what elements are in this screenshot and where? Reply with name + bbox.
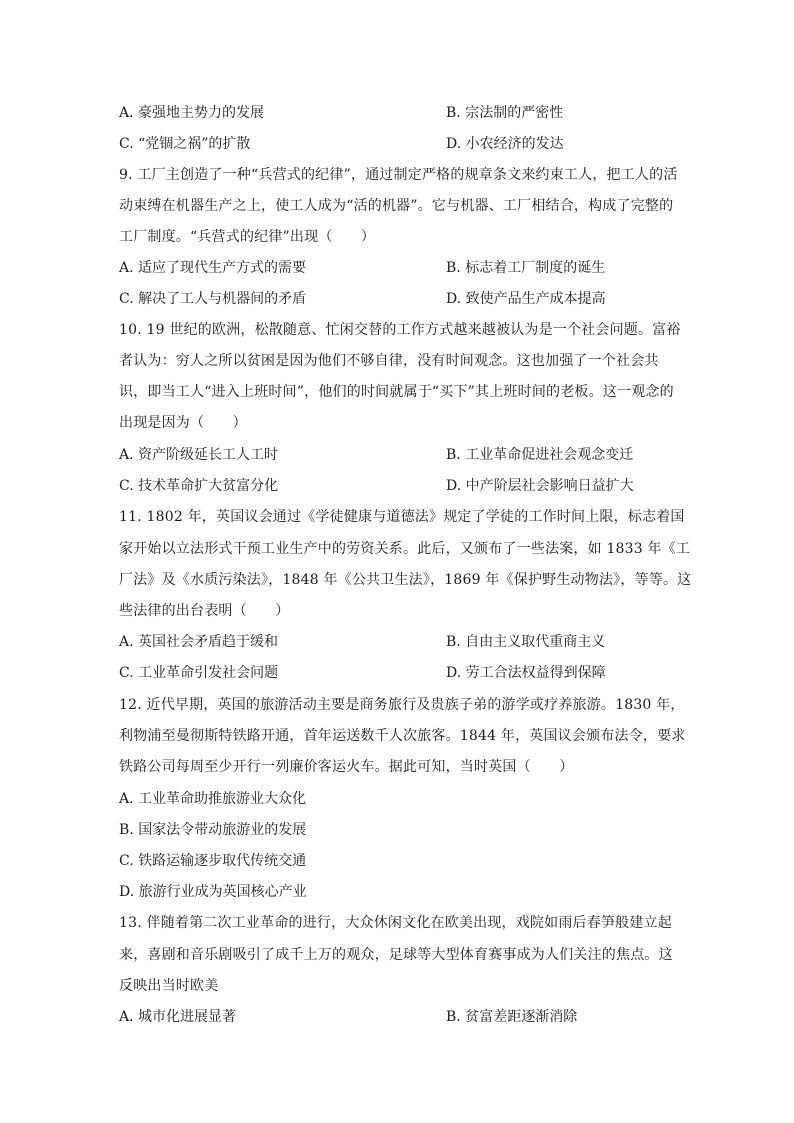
q13-stem-line-3: 反映出当时欧美 <box>119 978 219 994</box>
q9-option-a: A. 适应了现代生产方式的需要 <box>119 260 307 276</box>
q10-stem-line-4: 出现是因为（ ） <box>119 415 247 431</box>
q9-stem-line-1: 9. 工厂主创造了一种“兵营式的纪律”，通过制定严格的规章条文来约束工人，把工人的活 <box>119 167 678 183</box>
q12-option-b: B. 国家法令带动旅游业的发展 <box>119 822 307 838</box>
q10-option-b: B. 工业革命促进社会观念变迁 <box>446 447 634 463</box>
q11-option-c: C. 工业革命引发社会问题 <box>119 665 279 681</box>
q12-stem-line-1: 12. 近代早期，英国的旅游活动主要是商务旅行及贵族子弟的游学或疗养旅游。1830 年， <box>119 697 685 713</box>
q9-stem-line-3: 工厂制度。“兵营式的纪律”出现（ ） <box>119 229 376 245</box>
q9-option-d: D. 致使产品生产成本提高 <box>446 291 606 307</box>
q11-stem-line-4: 些法律的出台表明（ ） <box>119 603 290 619</box>
q10-stem-line-1: 10. 19 世纪的欧洲，松散随意、忙闲交替的工作方式越来越被认为是一个社会问题。富裕 <box>119 322 681 338</box>
q10-option-c: C. 技术革命扩大贫富分化 <box>119 478 279 494</box>
q8-option-a: A. 豪强地主势力的发展 <box>119 105 265 121</box>
q12-stem-line-3: 铁路公司每周至少开行一列廉价客运火车。据此可知，当时英国（ ） <box>119 759 574 775</box>
q12-stem-line-2: 利物浦至曼彻斯特铁路开通，首年运送数千人次旅客。1844 年，英国议会颁布法令，要求 <box>119 728 686 744</box>
q13-option-a: A. 城市化进展显著 <box>119 1009 237 1025</box>
q10-option-d: D. 中产阶层社会影响日益扩大 <box>446 478 634 494</box>
q11-option-b: B. 自由主义取代重商主义 <box>446 634 606 650</box>
q11-stem-line-2: 家开始以立法形式干预工业生产中的劳资关系。此后，又颁布了一些法案，如 1833 年《工 <box>119 541 691 557</box>
q10-option-a: A. 资产阶级延长工人工时 <box>119 447 279 463</box>
q9-option-b: B. 标志着工厂制度的诞生 <box>446 260 606 276</box>
q11-option-d: D. 劳工合法权益得到保障 <box>446 665 606 681</box>
q9-stem-line-2: 动束缚在机器生产之上，使工人成为“活的机器”。它与机器、工厂相结合，构成了完整的 <box>119 198 674 214</box>
q12-option-d: D. 旅游行业成为英国核心产业 <box>119 884 307 900</box>
q11-option-a: A. 英国社会矛盾趋于缓和 <box>119 634 279 650</box>
q12-option-c: C. 铁路运输逐步取代传统交通 <box>119 853 307 869</box>
q12-option-a: A. 工业革命助推旅游业大众化 <box>119 791 307 807</box>
q13-stem-line-1: 13. 伴随着第二次工业革命的进行，大众休闲文化在欧美出现，戏院如雨后春笋般建立起 <box>119 915 672 931</box>
q13-stem-line-2: 来，喜剧和音乐剧吸引了成千上万的观众，足球等大型体育赛事成为人们关注的焦点。这 <box>119 947 673 963</box>
q10-stem-line-2: 者认为：穷人之所以贫困是因为他们不够自律，没有时间观念。这也加强了一个社会共 <box>119 353 659 369</box>
q10-stem-line-3: 识，即当工人“进入上班时间”，他们的时间就属于“买下”其上班时间的老板。这一观念的 <box>119 384 674 400</box>
q9-option-c: C. 解决了工人与机器间的矛盾 <box>119 291 307 307</box>
q8-option-d: D. 小农经济的发达 <box>446 136 564 152</box>
q11-stem-line-3: 厂法》及《水质污染法》，1848 年《公共卫生法》，1869 年《保护野生动物法》，等等。这 <box>119 572 692 588</box>
q13-option-b: B. 贫富差距逐渐消除 <box>446 1009 578 1025</box>
q11-stem-line-1: 11. 1802 年，英国议会通过《学徒健康与道德法》规定了学徒的工作时间上限，标志着国 <box>119 509 685 525</box>
q8-option-c: C. “党锢之祸”的扩散 <box>119 136 251 152</box>
q8-option-b: B. 宗法制的严密性 <box>446 105 564 121</box>
